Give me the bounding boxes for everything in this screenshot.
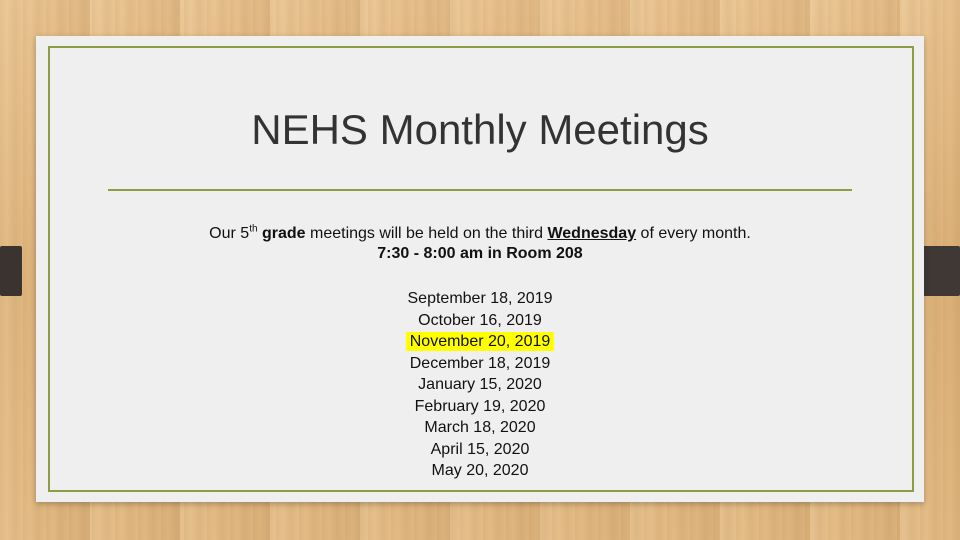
date-item — [36, 288, 924, 310]
date-item — [36, 396, 924, 418]
date-item — [36, 439, 924, 461]
date-item — [36, 460, 924, 482]
intro-line-1 — [36, 224, 924, 244]
date-item — [36, 310, 924, 332]
meeting-intro — [36, 224, 924, 264]
date-text: January 15, 2020 — [418, 376, 542, 393]
date-text: December 18, 2019 — [409, 354, 551, 372]
date-text: October 16, 2019 — [418, 311, 542, 329]
date-text: April 15, 2020 — [430, 440, 530, 458]
date-text: May 20, 2020 — [431, 462, 529, 479]
meeting-time-room: 7:30 - 8:00 am in Room 208 — [377, 245, 583, 262]
date-text: March 18, 2020 — [424, 419, 536, 436]
intro-weekday-underlined: Wednesday — [547, 225, 637, 242]
date-item — [36, 417, 924, 439]
meeting-dates-list — [36, 288, 924, 482]
title-divider — [108, 189, 852, 191]
intro-superscript: th — [249, 223, 258, 235]
intro-text-2: meetings will be held on the third — [305, 225, 548, 242]
intro-text-3: of every month. — [636, 225, 751, 242]
date-item — [36, 374, 924, 396]
date-text: September 18, 2019 — [407, 290, 553, 307]
intro-time-line — [36, 244, 924, 264]
intro-text-1: Our 5 — [209, 225, 250, 242]
slide — [36, 36, 924, 502]
intro-grade-bold: grade — [257, 225, 306, 242]
date-text: February 19, 2020 — [414, 397, 546, 415]
left-binder-tab — [0, 246, 22, 296]
date-text-highlighted: November 20, 2019 — [406, 332, 555, 351]
date-item — [36, 353, 924, 375]
date-item-highlighted — [36, 331, 924, 353]
slide-title: NEHS Monthly Meetings — [251, 106, 709, 153]
